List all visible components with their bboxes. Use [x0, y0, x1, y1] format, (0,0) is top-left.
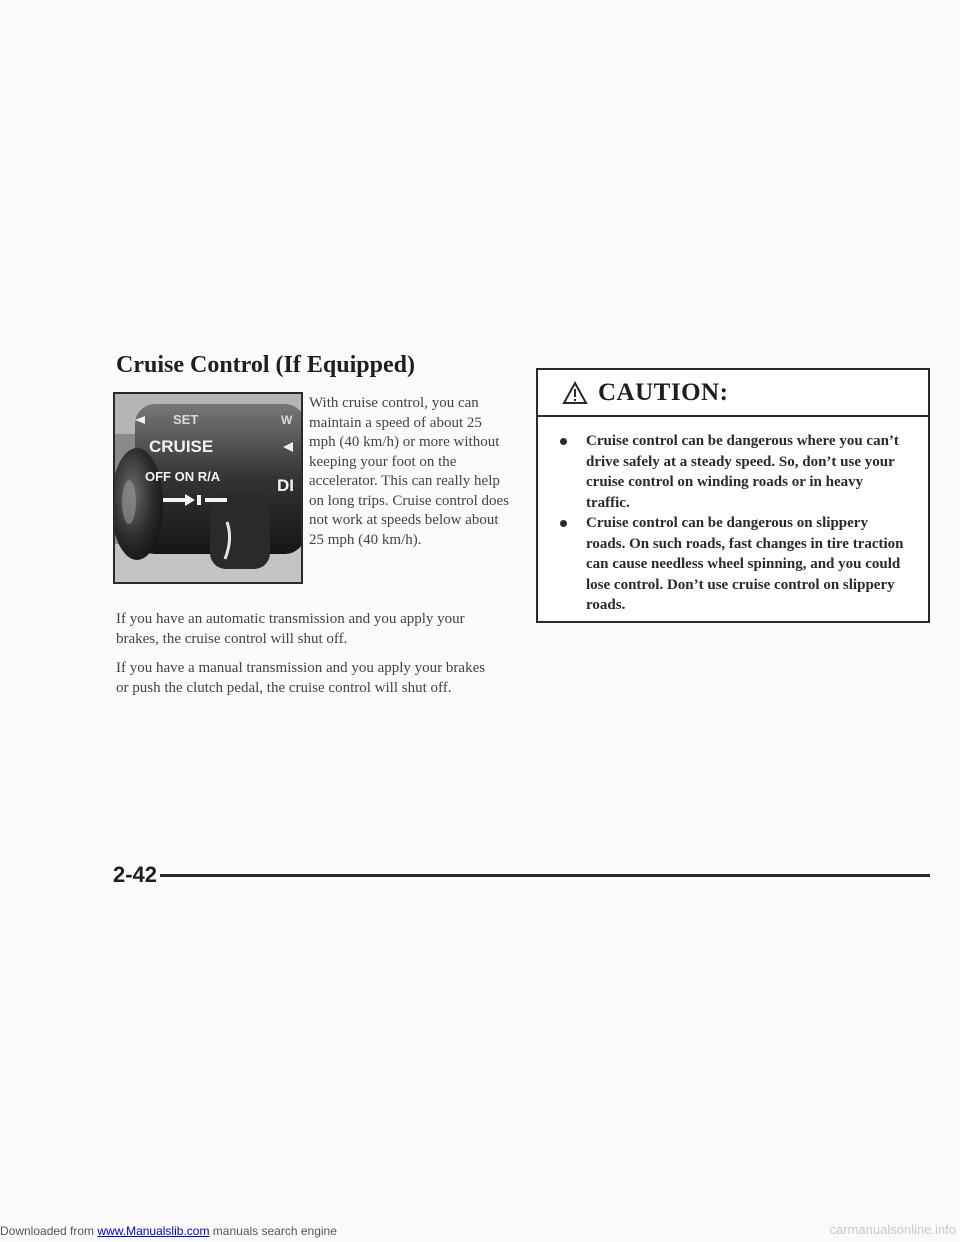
tagline-text: manuals search engine: [212, 1224, 337, 1238]
caution-item: [560, 431, 908, 513]
caution-title: CAUTION:: [598, 378, 729, 406]
caution-header: [538, 370, 928, 417]
page-number: 2-42: [113, 862, 158, 887]
bullet-icon: [560, 438, 567, 445]
figure-partial-label: DI: [277, 476, 294, 495]
figure-partial-top-label: W: [281, 413, 293, 427]
bullet-icon: [560, 520, 567, 527]
watermark: carmanualsonline.info: [829, 1222, 956, 1237]
intro-paragraph: With cruise control, you can maintain a speed of about 25 mph (40 km/h) or more without keeping your foot on the accelerator. This can really help on long trips. Cruise control does not work at speeds below about 25 mph (40 km/h).: [309, 395, 509, 548]
caution-item-text: Cruise control can be dangerous where you can’t drive safely at a steady speed. So, don’t use your cruise control on winding roads or in heavy traffic.: [586, 433, 899, 511]
warning-triangle-icon: [562, 381, 588, 405]
caution-item: [560, 513, 908, 616]
source-credit: [0, 1224, 337, 1238]
section-title: Cruise Control (If Equipped): [116, 352, 415, 378]
automatic-transmission-paragraph: If you have an automatic transmission and you apply your brakes, the cruise control will shut off.: [116, 611, 465, 647]
figure-modes-label: OFF ON R/A: [145, 469, 221, 484]
manualslib-link[interactable]: www.Manualslib.com: [97, 1224, 210, 1238]
downloaded-from-text: Downloaded from: [0, 1224, 95, 1238]
caution-item-text: Cruise control can be dangerous on slippery roads. On such roads, fast changes in tire traction can cause needless wheel spinning, and you could lose control. Don’t use cruise control on slippery roads.: [586, 515, 904, 613]
footer-rule: [160, 874, 930, 877]
figure-set-label: SET: [173, 412, 199, 427]
manual-transmission-paragraph: If you have a manual transmission and you apply your brakes or push the clutch pedal, the cruise control will shut off.: [116, 660, 486, 696]
figure-cruise-label: CRUISE: [149, 437, 214, 456]
caution-list: [538, 417, 928, 616]
caution-box: [536, 368, 930, 623]
cruise-control-photo: [113, 392, 303, 584]
